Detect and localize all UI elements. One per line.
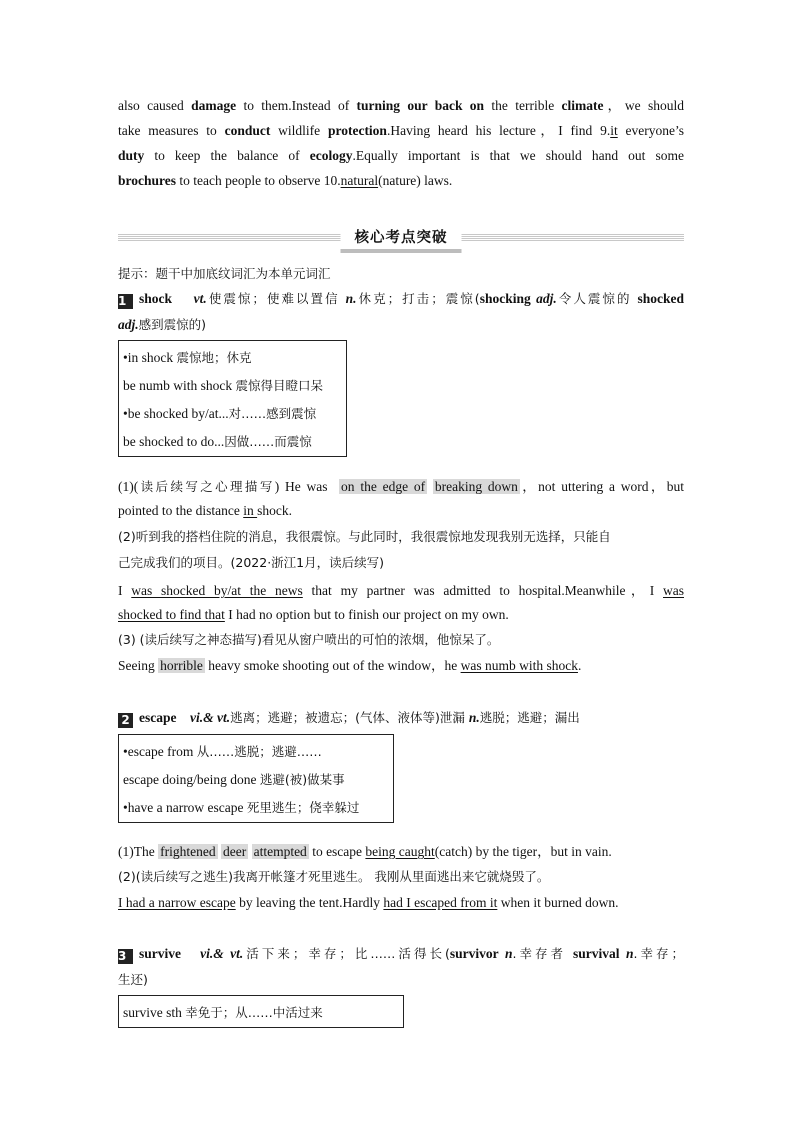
- word1-example3-prompt: (3) (读后续写之神态描写)看见从窗户喷出的可怕的浓烟，他惊呆了。: [118, 632, 500, 647]
- word2-example2-answer: I had a narrow escape by leaving the tent.Hardly had I escaped from it when it burned down.: [118, 895, 619, 910]
- hint-text: 提示：题干中加底纹词汇为本单元词汇: [118, 266, 331, 281]
- word1-heading: 1 shock vt.使震惊；使难以置信 n.休克；打击；震惊(shocking adj.令人震惊的 shocked: [118, 291, 684, 308]
- word1-example2-answer1: I was shocked by/at the news that my partner was admitted to hospital.Meanwhile，I was: [118, 583, 684, 598]
- word1-example3-answer: Seeing horrible heavy smoke shooting out of the window，he was numb with shock.: [118, 658, 582, 673]
- word1-example2-prompt2: 己完成我们的项目。(2022·浙江1月，读后续写): [118, 555, 384, 570]
- phrase-row: be numb with shock 震惊得目瞪口呆: [123, 378, 324, 393]
- section-title: 核心考点突破: [341, 224, 462, 253]
- word2-example1: (1)The frightened deer attempted to escape being caught(catch) by the tiger，but in vain.: [118, 844, 612, 859]
- word2-heading: 2 escape vi.& vt.逃离；逃避；被遗忘；(气体、液体等)泄漏 n.逃脱；逃避；漏出: [118, 708, 580, 728]
- item-number-badge: 3: [118, 949, 133, 964]
- word1-example1-line1: (1)(读后续写之心理描写) He was on the edge of breaking down ，not uttering a word，but: [118, 479, 685, 494]
- phrase-row: •escape from 从……逃脱；逃避……: [123, 744, 322, 759]
- intro-line-4: brochures to teach people to observe 10.natural(nature) laws.: [118, 173, 453, 188]
- intro-line-1: also caused damage to them.Instead of turning our back on the terrible climate，we should: [118, 98, 684, 113]
- phrase-row: •have a narrow escape 死里逃生；侥幸躲过: [123, 800, 360, 815]
- word1-example2-prompt1: (2)听到我的搭档住院的消息，我很震惊。与此同时，我很震惊地发现我别无选择，只能自: [118, 529, 611, 544]
- intro-line-3: duty to keep the balance of ecology.Equally important is that we should hand out some: [118, 148, 684, 163]
- phrase-row: •be shocked by/at...对……感到震惊: [123, 406, 317, 421]
- item-number-badge: 1: [118, 294, 133, 309]
- word2-example2-prompt: (2)(读后续写之逃生)我离开帐篷才死里逃生。 我刚从里面逃出来它就烧毁了。: [118, 869, 550, 884]
- word1-example1-line2: pointed to the distance in shock.: [118, 503, 292, 518]
- phrase-row: survive sth 幸免于；从……中活过来: [123, 1005, 323, 1020]
- phrase-row: be shocked to do...因做……而震惊: [123, 434, 312, 449]
- word2-phrase-box: [118, 734, 394, 823]
- section-banner: [118, 222, 684, 250]
- word1-example2-answer2: shocked to find that I had no option but to finish our project on my own.: [118, 607, 509, 622]
- intro-line-2: take measures to conduct wildlife protection.Having heard his lecture，I find 9.it everyone’s: [118, 123, 684, 138]
- item-number-badge: 2: [118, 713, 133, 728]
- phrase-row: escape doing/being done 逃避(被)做某事: [123, 772, 345, 787]
- phrase-row: •in shock 震惊地；休克: [123, 350, 252, 365]
- word3-heading: 3 survive vi.& vt.活下来；幸存；比……活得长(survivor n.幸存者 survival n.幸存；: [118, 946, 684, 963]
- word3-phrase-box: [118, 995, 404, 1028]
- word1-heading-cont: adj.感到震惊的): [118, 317, 207, 332]
- word3-heading-cont: 生还): [118, 972, 148, 987]
- word1-phrase-box: [118, 340, 347, 457]
